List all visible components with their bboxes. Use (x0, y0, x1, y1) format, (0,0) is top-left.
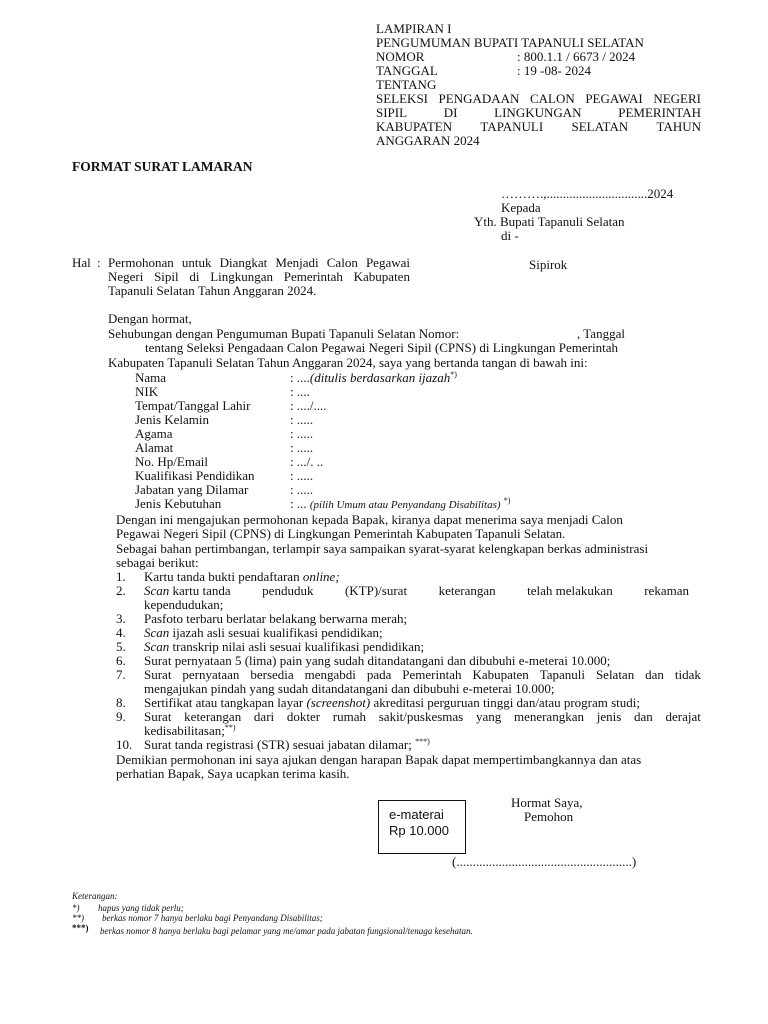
field-value: : ..... (290, 426, 314, 441)
field-label: Jenis Kebutuhan (135, 496, 222, 511)
nomor-value: : 800.1.1 / 6673 / 2024 (517, 49, 636, 64)
list-item-cont: kependudukan; (144, 597, 224, 612)
list-number: 10. (116, 737, 133, 752)
page-title: FORMAT SURAT LAMARAN (72, 159, 253, 174)
field-label: Tempat/Tanggal Lahir (135, 398, 251, 413)
field-value: : ..... (290, 482, 314, 497)
tanggal-label: TANGGAL (376, 63, 438, 78)
pemohon-label: Pemohon (524, 809, 574, 824)
field-label: Nama (135, 370, 167, 385)
field-label: Agama (135, 426, 173, 441)
field-label: No. Hp/Email (135, 454, 208, 469)
hormat-saya: Hormat Saya, (511, 795, 583, 810)
list-item-cont: kedisabilitasan;**) (144, 723, 236, 738)
list-number: 3. (116, 611, 126, 626)
field-value: : ....(ditulis berdasarkan ijazah*) (290, 370, 457, 385)
list-item: Surat keterangan dari dokter rumah sakit/puskesmas yang menerangkan jenis dan derajat (144, 709, 701, 724)
tentang-label: TENTANG (376, 77, 437, 92)
field-value: : .... (290, 384, 310, 399)
request-line-4: sebagai berikut: (116, 555, 199, 570)
list-item: Scan transkrip nilai asli sesuai kualifikasi pendidikan; (144, 639, 425, 654)
field-value: : ... (pilih Umum atau Penyandang Disabilitas) *) (290, 496, 511, 511)
list-number: 8. (116, 695, 126, 710)
pengumuman-title: PENGUMUMAN BUPATI TAPANULI SELATAN (376, 35, 644, 50)
field-value: : ..... (290, 468, 314, 483)
field-value: : ..... (290, 412, 314, 427)
list-item: Scan ijazah asli sesuai kualifikasi pendidikan; (144, 625, 383, 640)
subject-line-3: KABUPATEN TAPANULI SELATAN TAHUN (376, 119, 701, 134)
greeting: Dengan hormat, (108, 311, 192, 326)
e-materai-label: e-materai (389, 807, 444, 822)
list-number: 6. (116, 653, 126, 668)
hal-label: Hal (72, 255, 91, 270)
hal-colon: : (97, 255, 101, 270)
footnote-1: hapus yang tidak perlu; (98, 903, 184, 913)
list-number: 7. (116, 667, 126, 682)
recipient: Yth. Bupati Tapanuli Selatan (474, 214, 625, 229)
request-line-2: Pegawai Negeri Sipil (CPNS) di Lingkungan Pemerintah Kabupaten Tapanuli Selatan. (116, 526, 566, 541)
list-number: 9. (116, 709, 126, 724)
footnote-mark: ***) (72, 923, 89, 933)
subject-line-2: SIPIL DI LINGKUNGAN PEMERINTAH (376, 105, 701, 120)
closing-line-2: perhatian Bapak, Saya ucapkan terima kasih. (116, 766, 350, 781)
footnote-2: berkas nomor 7 hanya berlaku bagi Penyandang Disabilitas; (102, 913, 323, 923)
intro-line-1: Sehubungan dengan Pengumuman Bupati Tapanuli Selatan Nomor: (108, 326, 460, 341)
hal-line-1: Permohonan untuk Diangkat Menjadi Calon Pegawai (108, 255, 410, 270)
footnote-3: berkas nomor 8 hanya berlaku bagi pelamar yang me/amar pada jabatan fungsional/tenaga kesehatan. (100, 926, 473, 936)
recipient-di: di - (501, 228, 519, 243)
list-item: Surat pernyataan bersedia mengabdi pada Pemerintah Kabupaten Tapanuli Selatan dan tidak (144, 667, 701, 682)
field-label: Kualifikasi Pendidikan (135, 468, 255, 483)
tanggal-value: : 19 -08- 2024 (517, 63, 592, 78)
list-item: Scan kartu tanda penduduk (KTP)/surat keterangan telah melakukan rekaman (144, 583, 689, 598)
request-line-1: Dengan ini mengajukan permohonan kepada Bapak, kiranya dapat menerima saya menjadi Calon (116, 512, 623, 527)
footnote-mark: *) (72, 903, 80, 913)
hal-line-2: Negeri Sipil di Lingkungan Pemerintah Kabupaten (108, 269, 410, 284)
list-number: 4. (116, 625, 126, 640)
list-item: Sertifikat atau tangkapan layar (screenshot) akreditasi perguruan tinggi dan/atau program studi; (144, 695, 641, 710)
footnote-mark: **) (72, 913, 84, 923)
e-materai-box (378, 800, 466, 854)
closing-line-1: Demikian permohonan ini saya ajukan dengan harapan Bapak dapat mempertimbangkannya dan atas (116, 752, 642, 767)
letter-date: ……….,...............................2024 (501, 186, 674, 201)
recipient-place: Sipirok (529, 257, 568, 272)
list-item-cont: mengajukan pindah yang sudah ditandatangani dan dibubuhi e-meterai 10.000; (144, 681, 555, 696)
field-label: Jabatan yang Dilamar (135, 482, 249, 497)
intro-line-3: Kabupaten Tapanuli Selatan Tahun Anggaran 2024, saya yang bertanda tangan di bawah ini: (108, 355, 588, 370)
field-value: : ..../.... (290, 398, 327, 413)
nomor-label: NOMOR (376, 49, 425, 64)
field-value: : ..... (290, 440, 314, 455)
list-item: Surat pernyataan 5 (lima) pain yang sudah ditandatangani dan dibubuhi e-meterai 10.000; (144, 653, 611, 668)
e-materai-amount: Rp 10.000 (389, 823, 449, 838)
signature-name-line: (......................................................) (452, 854, 637, 869)
request-line-3: Sebagai bahan pertimbangan, terlampir saya sampaikan syarat-syarat kelengkapan berkas administrasi (116, 541, 649, 556)
kepada-label: Kepada (501, 200, 541, 215)
list-number: 2. (116, 583, 126, 598)
list-number: 1. (116, 569, 126, 584)
subject-line-4: ANGGARAN 2024 (376, 133, 480, 148)
list-item: Surat tanda registrasi (STR) sesuai jabatan dilamar; ***) (144, 737, 430, 752)
subject-line-1: SELEKSI PENGADAAN CALON PEGAWAI NEGERI (376, 91, 701, 106)
list-number: 5. (116, 639, 126, 654)
footnotes-title: Keterangan: (72, 891, 118, 901)
intro-line-2: tentang Seleksi Pengadaan Calon Pegawai Negeri Sipil (CPNS) di Lingkungan Pemerintah (145, 340, 618, 355)
field-value: : .../. .. (290, 454, 324, 469)
lampiran-label: LAMPIRAN I (376, 21, 452, 36)
field-label: NIK (135, 384, 159, 399)
field-label: Jenis Kelamin (135, 412, 210, 427)
hal-line-3: Tapanuli Selatan Tahun Anggaran 2024. (108, 283, 317, 298)
field-label: Alamat (135, 440, 174, 455)
intro-tanggal: , Tanggal (577, 326, 625, 341)
list-item: Pasfoto terbaru berlatar belakang berwarna merah; (144, 611, 408, 626)
list-item: Kartu tanda bukti pendaftaran online; (144, 569, 340, 584)
